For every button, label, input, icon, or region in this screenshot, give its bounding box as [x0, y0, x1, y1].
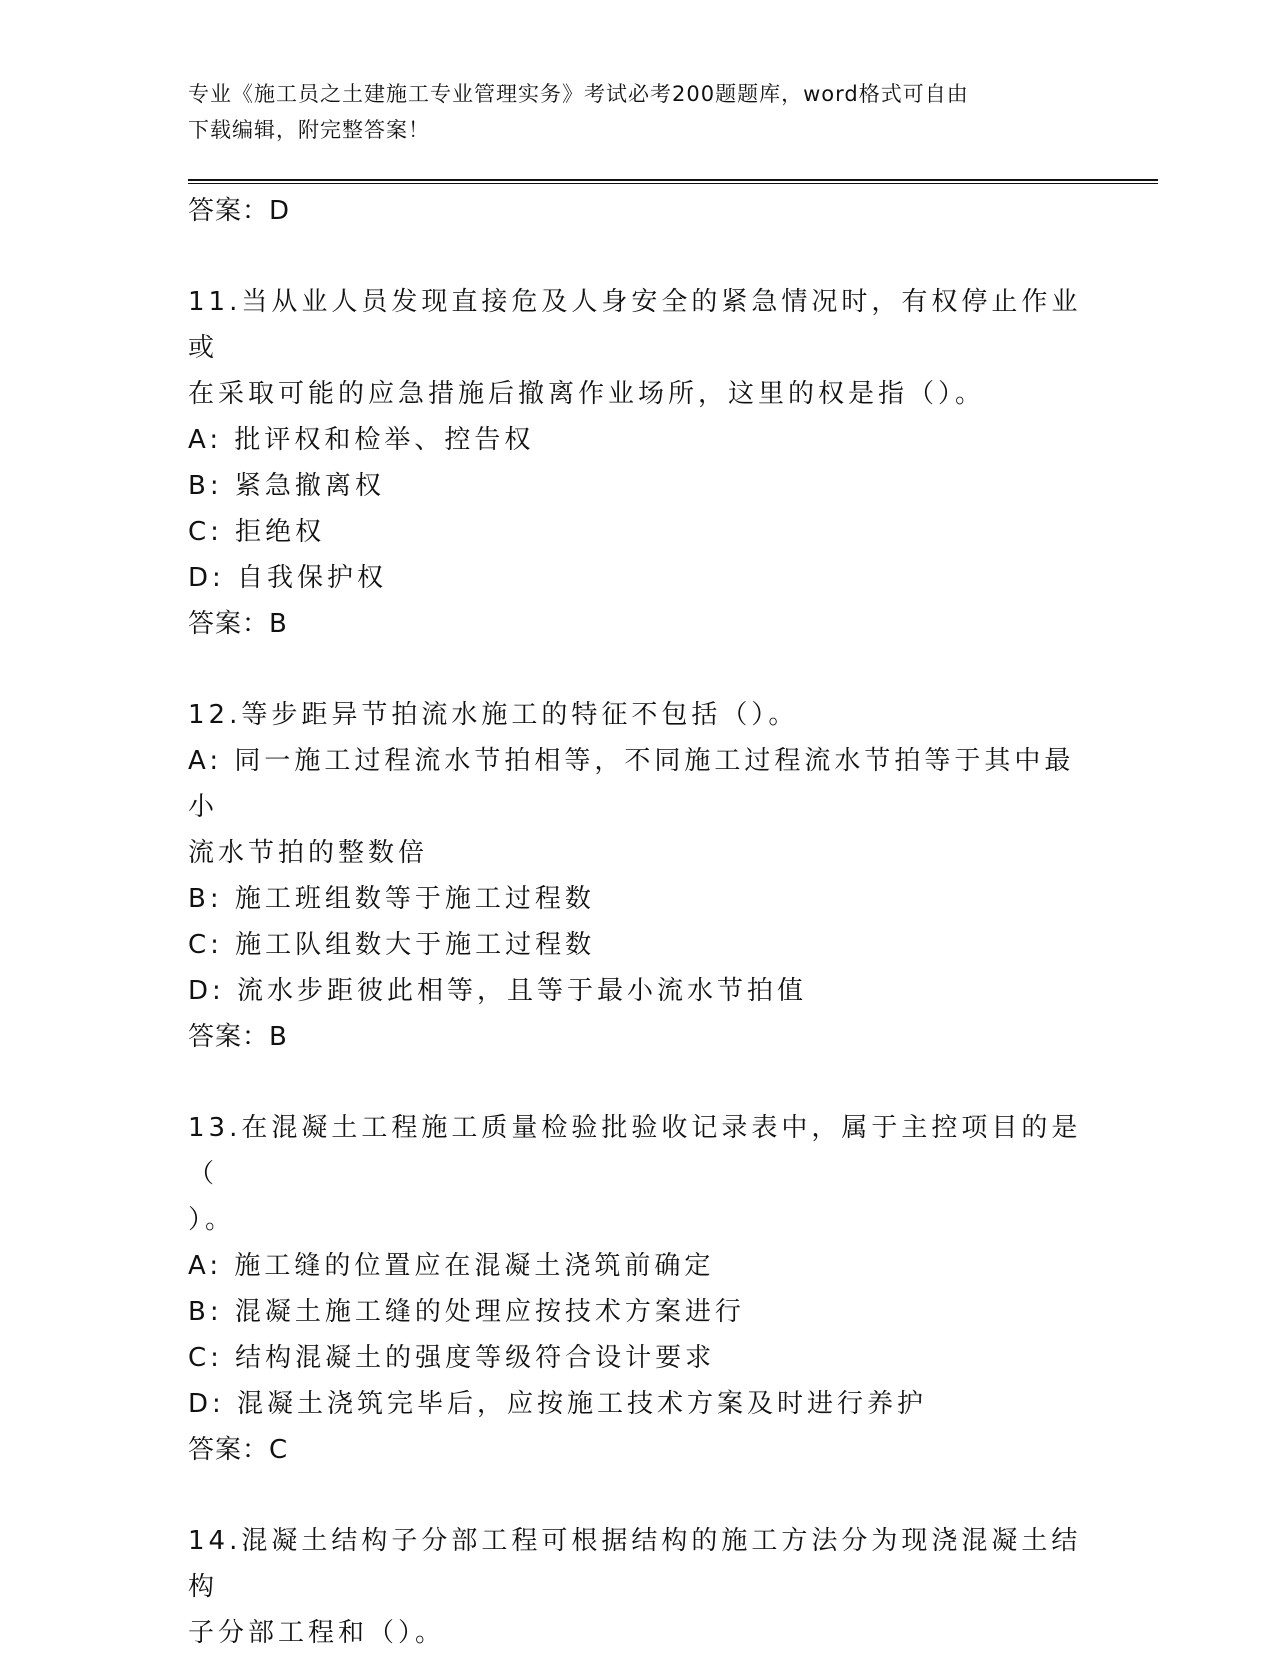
option-a: A: 批评权和检举、控告权 [188, 425, 535, 455]
option-b: B: 混凝土施工缝的处理应按技术方案进行 [188, 1297, 745, 1327]
option-b: B: 紧急撤离权 [188, 471, 385, 501]
question-stem-line: 在采取可能的应急措施后撤离作业场所，这里的权是指（）。 [188, 379, 986, 409]
option-c: C: 施工队组数大于施工过程数 [188, 930, 596, 960]
document-header [188, 76, 1088, 148]
question-stem-line: 子分部工程和（）。 [188, 1618, 446, 1648]
question-14 [188, 1518, 1088, 1656]
header-divider-thick [188, 179, 1158, 181]
answer-previous: 答案：D [188, 196, 291, 226]
question-list [188, 188, 1088, 1656]
option-c: C: 结构混凝土的强度等级符合设计要求 [188, 1343, 716, 1373]
header-line-1: 专业《施工员之土建施工专业管理实务》考试必考200题题库，word格式可自由 [188, 82, 969, 106]
header-divider-thin [188, 183, 1158, 184]
answer-13: 答案：C [188, 1435, 289, 1465]
option-d: D: 自我保护权 [188, 563, 388, 593]
answer-12: 答案：B [188, 1022, 288, 1052]
question-stem-line: 12.等步距异节拍流水施工的特征不包括（）。 [188, 700, 799, 730]
option-a: A: 施工缝的位置应在混凝土浇筑前确定 [188, 1251, 715, 1281]
answer-11: 答案：B [188, 609, 288, 639]
question-11 [188, 279, 1088, 417]
question-stem-line: 14.混凝土结构子分部工程可根据结构的施工方法分为现浇混凝土结构 [188, 1526, 1082, 1602]
question-stem-line: ）。 [188, 1205, 236, 1235]
question-13 [188, 1105, 1088, 1243]
option-d: D: 流水步距彼此相等，且等于最小流水节拍值 [188, 976, 808, 1006]
option-d: D: 混凝土浇筑完毕后，应按施工技术方案及时进行养护 [188, 1389, 928, 1419]
question-stem-line: 11.当从业人员发现直接危及人身安全的紧急情况时，有权停止作业或 [188, 287, 1082, 363]
question-12 [188, 692, 1088, 738]
option-c: C: 拒绝权 [188, 517, 326, 547]
question-stem-line: 13.在混凝土工程施工质量检验批验收记录表中，属于主控项目的是（ [188, 1113, 1082, 1189]
option-a: A: 同一施工过程流水节拍相等，不同施工过程流水节拍等于其中最小 [188, 746, 1075, 822]
option-a-continued: 流水节拍的整数倍 [188, 838, 429, 868]
option-b: B: 施工班组数等于施工过程数 [188, 884, 595, 914]
header-line-2: 下载编辑，附完整答案！ [188, 118, 430, 142]
